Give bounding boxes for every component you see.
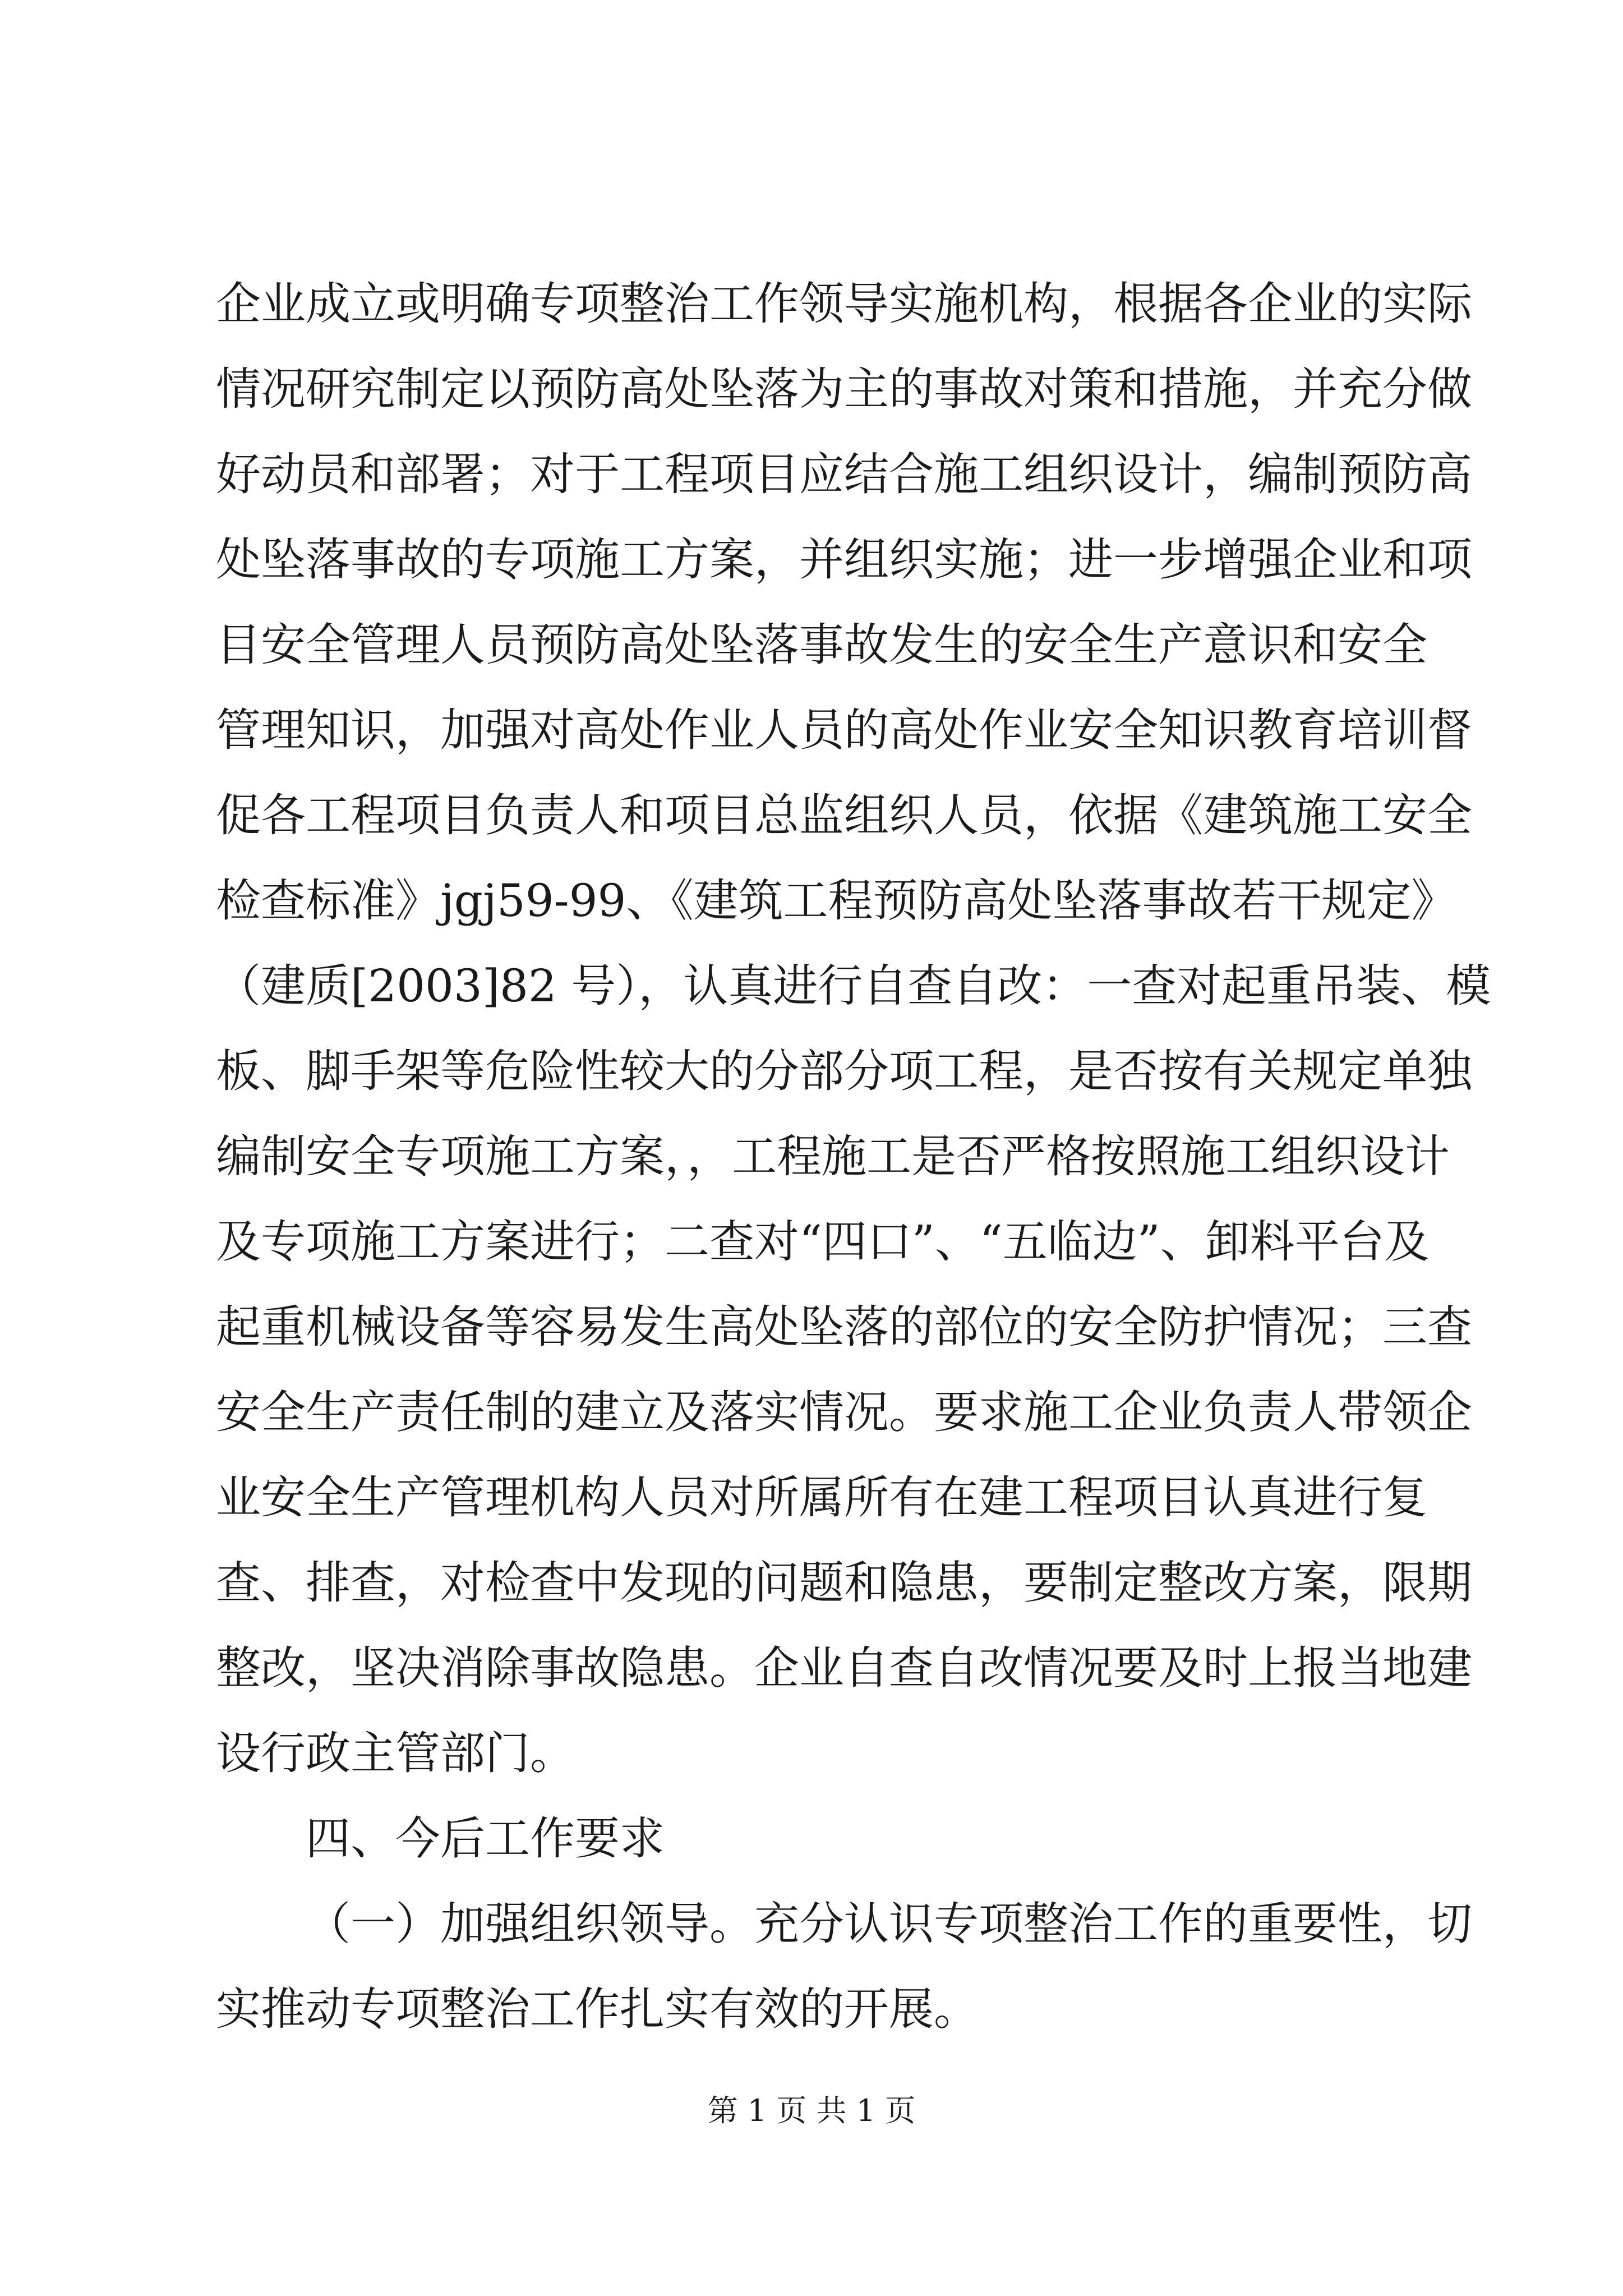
text-line: 设行政主管部门。: [216, 1727, 575, 1779]
page-number-footer: 第 1 页 共 1 页: [707, 2093, 916, 2128]
document-body: [216, 261, 1491, 2052]
text-line: 情况研究制定以预防高处坠落为主的事故对策和措施，并充分做: [216, 363, 1472, 415]
text-line: 好动员和部署；对于工程项目应结合施工组织设计，编制预防高: [216, 448, 1472, 500]
text-line: 管理知识，加强对高处作业人员的高处作业安全知识教育培训督: [216, 704, 1472, 756]
text-line: （建质[2003]82 号），认真进行自查自改：一查对起重吊装、模: [216, 960, 1491, 1012]
text-line: 处坠落事故的专项施工方案，并组织实施；进一步增强企业和项: [216, 533, 1472, 586]
text-line: 实推动专项整治工作扎实有效的开展。: [216, 1983, 979, 2035]
text-line: 起重机械设备等容易发生高处坠落的部位的安全防护情况；三查: [216, 1301, 1472, 1353]
section-heading: 四、今后工作要求: [306, 1812, 665, 1865]
text-line: （一）加强组织领导。充分认识专项整治工作的重要性，切: [306, 1898, 1472, 1950]
text-line: 促各工程项目负责人和项目总监组织人员，依据《建筑施工安全: [216, 789, 1472, 841]
text-line: 查、排查，对检查中发现的问题和隐患，要制定整改方案，限期: [216, 1557, 1472, 1609]
text-line: 安全生产责任制的建立及落实情况。要求施工企业负责人带领企: [216, 1386, 1472, 1438]
text-line: 及专项施工方案进行；二查对“四口”、“五临边”、卸料平台及: [216, 1216, 1430, 1268]
text-line: 检查标准》jgj59-99、《建筑工程预防高处坠落事故若干规定》: [216, 875, 1456, 927]
text-line: 板、脚手架等危险性较大的分部分项工程，是否按有关规定单独: [216, 1045, 1472, 1097]
text-line: 业安全生产管理机构人员对所属所有在建工程项目认真进行复: [216, 1471, 1427, 1524]
text-line: 编制安全专项施工方案，，工程施工是否严格按照施工组织设计: [216, 1130, 1450, 1182]
text-line: 整改，坚决消除事故隐患。企业自查自改情况要及时上报当地建: [216, 1642, 1472, 1694]
text-line: 目安全管理人员预防高处坠落事故发生的安全生产意识和安全: [216, 619, 1427, 671]
text-line: 企业成立或明确专项整治工作领导实施机构，根据各企业的实际: [216, 278, 1472, 330]
